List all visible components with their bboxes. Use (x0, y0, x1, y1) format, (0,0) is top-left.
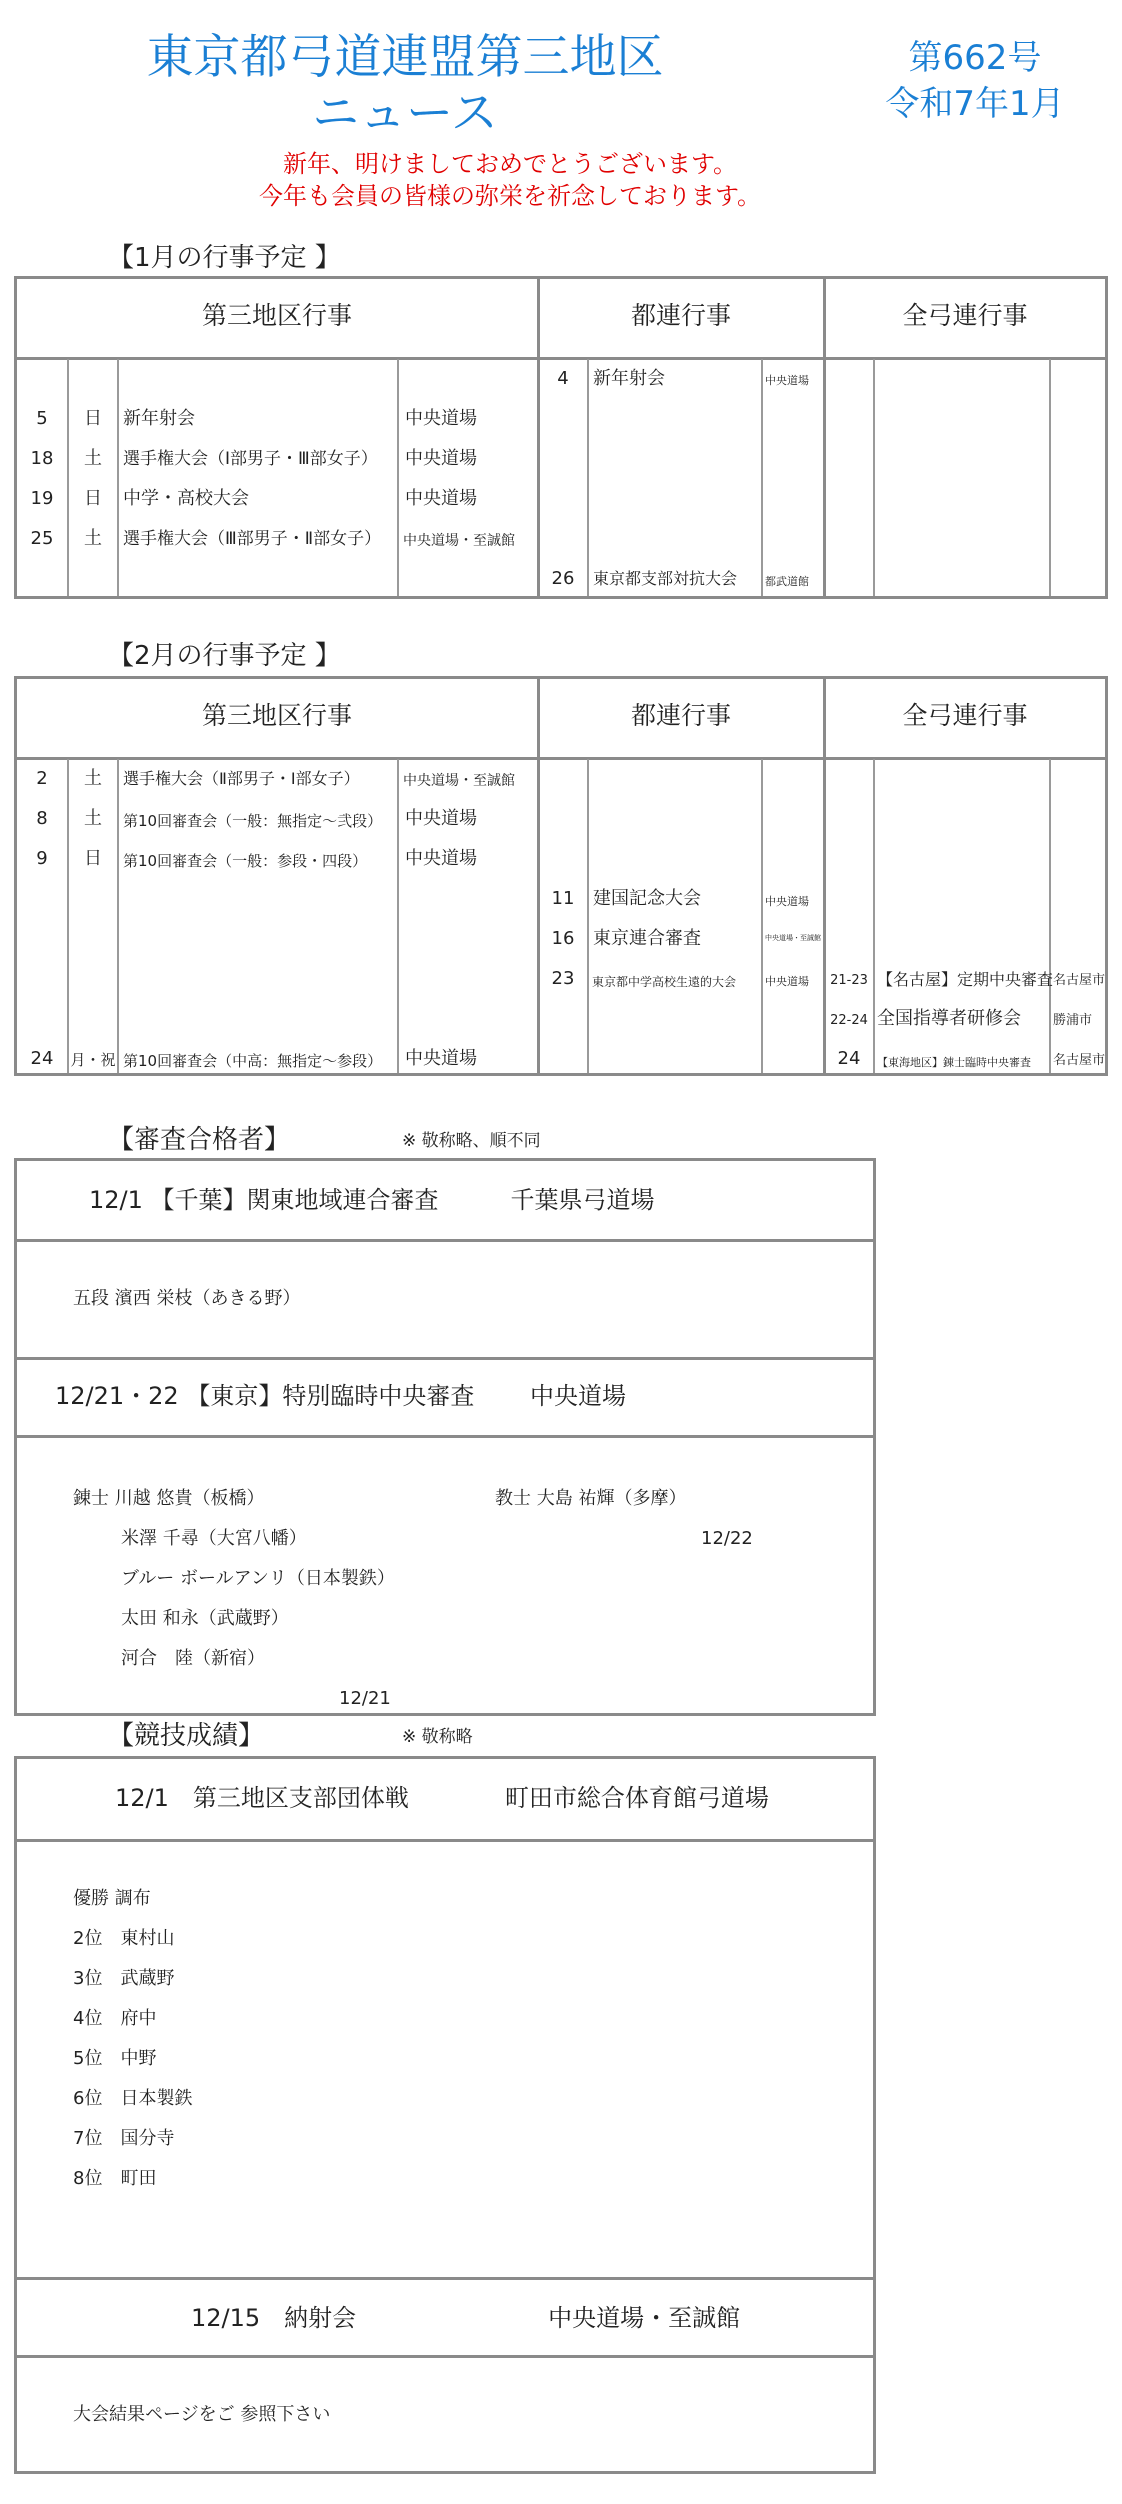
event-day: 4 (557, 368, 569, 389)
section-divider (17, 1839, 873, 1842)
jan-section-title: 【1月の行事予定 】 (108, 243, 341, 273)
issue-number: 第662号 (908, 38, 1042, 78)
kyoshi-date: 12/22 (701, 1528, 753, 1549)
newsletter-subtitle: ニュース (312, 86, 498, 141)
result-rank: 5位 中野 (73, 2048, 157, 2069)
feb-schedule-table (14, 676, 1108, 1076)
renshi-passer: 河合 陸（新宿） (121, 1648, 265, 1669)
result-rank: 3位 武蔵野 (73, 1968, 175, 1989)
col-divider (873, 759, 875, 1073)
event-name: 【名古屋】定期中央審査 (877, 970, 1054, 989)
event-day: 11 (551, 888, 575, 909)
kyogi-box (14, 1756, 876, 2474)
event-weekday: 土 (84, 448, 102, 469)
col-divider (537, 679, 540, 1073)
event-venue: 名古屋市 (1053, 1053, 1106, 1068)
col-divider (1049, 359, 1051, 596)
event-weekday: 日 (84, 408, 102, 429)
event-weekday: 月・祝 (70, 1051, 116, 1069)
col-header-zenkyu: 全弓連行事 (902, 301, 1028, 330)
event-day: 5 (36, 408, 48, 429)
shinsa-note: ※ 敬称略、順不同 (402, 1131, 541, 1151)
event-venue: 勝浦市 (1053, 1013, 1093, 1028)
event-venue: 中央道場 (405, 408, 477, 429)
event-weekday: 日 (84, 488, 102, 509)
shinsa-block1-header: 12/1 【千葉】関東地域連合審査 千葉県弓道場 (89, 1186, 655, 1214)
header-divider (17, 357, 1105, 360)
event-name: 建国記念大会 (593, 888, 701, 909)
event-day: 24 (30, 1048, 54, 1069)
event-name: 新年射会 (123, 408, 195, 429)
col-header-toren: 都連行事 (630, 301, 731, 330)
event-venue: 中央道場 (405, 1048, 477, 1069)
renshi-passer: 太田 和永（武蔵野） (121, 1608, 289, 1629)
result-rank: 2位 東村山 (73, 1928, 175, 1949)
event-name: 第10回審査会（一般：無指定～弐段） (123, 812, 383, 830)
kyoshi-passer: 教士 大島 祐輝（多摩） (495, 1488, 687, 1509)
renshi-date: 12/21 (339, 1688, 391, 1709)
event-day: 2 (36, 768, 48, 789)
issue-date: 令和7年1月 (885, 84, 1065, 124)
col-divider (761, 759, 763, 1073)
event-day: 25 (30, 528, 54, 549)
renshi-passer: 米澤 千尋（大宮八幡） (121, 1528, 307, 1549)
event-day: 21-23 (830, 973, 868, 988)
greeting-line-2: 今年も会員の皆様の弥栄を祈念しております。 (258, 182, 762, 210)
event-weekday: 土 (84, 528, 102, 549)
jan-schedule-table (14, 276, 1108, 599)
kyogi-block1-header: 12/1 第三地区支部団体戦 町田市総合体育館弓道場 (115, 1784, 769, 1812)
event-name: 東京都中学高校生遠的大会 (592, 975, 737, 989)
event-name: 選手権大会（Ⅰ部男子・Ⅲ部女子） (123, 449, 378, 469)
event-name: 【東海地区】錬士臨時中央審査 (877, 1056, 1031, 1069)
event-day: 26 (551, 568, 575, 589)
col-header-chiku: 第三地区行事 (201, 701, 352, 730)
section-divider (17, 2355, 873, 2358)
section-divider (17, 1435, 873, 1438)
header-divider (17, 757, 1105, 760)
event-venue: 中央道場 (765, 895, 809, 908)
shinsa-section-title: 【審査合格者】 (108, 1125, 291, 1155)
kyogi-block2-header: 12/15 納射会 中央道場・至誠館 (191, 2304, 741, 2332)
event-day: 18 (30, 448, 54, 469)
event-day: 9 (36, 848, 48, 869)
shinsa-block2-header: 12/21・22 【東京】特別臨時中央審査 中央道場 (55, 1382, 626, 1410)
result-rank: 優勝 調布 (73, 1888, 151, 1909)
col-header-toren: 都連行事 (630, 701, 731, 730)
event-venue: 都武道館 (765, 575, 809, 588)
col-divider (873, 359, 875, 596)
event-name: 中学・高校大会 (123, 488, 249, 509)
col-header-chiku: 第三地区行事 (201, 301, 352, 330)
result-rank: 6位 日本製鉄 (73, 2088, 193, 2109)
event-weekday: 土 (84, 808, 102, 829)
newsletter-title: 東京都弓道連盟第三地区 (146, 30, 664, 85)
event-name: 全国指導者研修会 (877, 1008, 1021, 1029)
col-divider (397, 359, 399, 596)
col-divider (397, 759, 399, 1073)
event-venue: 中央道場 (405, 848, 477, 869)
col-header-zenkyu: 全弓連行事 (902, 701, 1028, 730)
col-divider (1049, 759, 1051, 1073)
event-day: 19 (30, 488, 54, 509)
kyogi-note: ※ 敬称略 (402, 1727, 473, 1747)
event-day: 16 (551, 928, 575, 949)
event-name: 新年射会 (593, 368, 665, 389)
section-divider (17, 2277, 873, 2280)
section-divider (17, 1357, 873, 1360)
section-divider (17, 1239, 873, 1242)
col-divider (587, 759, 589, 1073)
shinsa-box (14, 1158, 876, 1716)
event-name: 東京連合審査 (593, 928, 701, 949)
col-divider (67, 359, 69, 596)
event-venue: 中央道場 (765, 374, 809, 387)
event-name: 第10回審査会（中高：無指定～参段） (123, 1052, 383, 1070)
event-venue: 中央道場 (405, 448, 477, 469)
event-venue: 中央道場 (405, 808, 477, 829)
event-day: 23 (551, 968, 575, 989)
event-weekday: 日 (84, 848, 102, 869)
passer-entry: 五段 濱西 栄枝（あきる野） (73, 1288, 301, 1309)
event-venue: 中央道場 (405, 488, 477, 509)
event-venue: 名古屋市 (1053, 973, 1106, 988)
event-day: 22-24 (830, 1013, 868, 1028)
event-venue: 中央道場 (765, 975, 809, 988)
kyogi-section-title: 【競技成績】 (108, 1721, 265, 1751)
col-divider (587, 359, 589, 596)
event-venue: 中央道場・至誠館 (765, 934, 821, 942)
event-name: 選手権大会（Ⅲ部男子・Ⅱ部女子） (123, 529, 382, 549)
event-day: 8 (36, 808, 48, 829)
event-venue: 中央道場・至誠館 (403, 773, 515, 789)
result-rank: 8位 町田 (73, 2168, 157, 2189)
renshi-passer: ブルー ボールアンリ（日本製鉄） (121, 1568, 395, 1589)
event-weekday: 土 (84, 768, 102, 789)
event-name: 選手権大会（Ⅱ部男子・Ⅰ部女子） (123, 769, 360, 788)
event-venue: 中央道場・至誠館 (403, 533, 515, 549)
result-rank: 4位 府中 (73, 2008, 157, 2029)
col-divider (117, 359, 119, 596)
renshi-passer: 錬士 川越 悠貴（板橋） (73, 1488, 265, 1509)
greeting-line-1: 新年、明けましておめでとうございます。 (282, 150, 738, 178)
event-name: 東京都支部対抗大会 (593, 569, 738, 588)
result-rank: 7位 国分寺 (73, 2128, 175, 2149)
feb-section-title: 【2月の行事予定 】 (108, 641, 341, 671)
col-divider (117, 759, 119, 1073)
result-note: 大会結果ページをご 参照下さい (73, 2404, 331, 2425)
col-divider (761, 359, 763, 596)
event-day: 24 (837, 1048, 861, 1069)
event-name: 第10回審査会（一般：参段・四段） (123, 852, 368, 870)
